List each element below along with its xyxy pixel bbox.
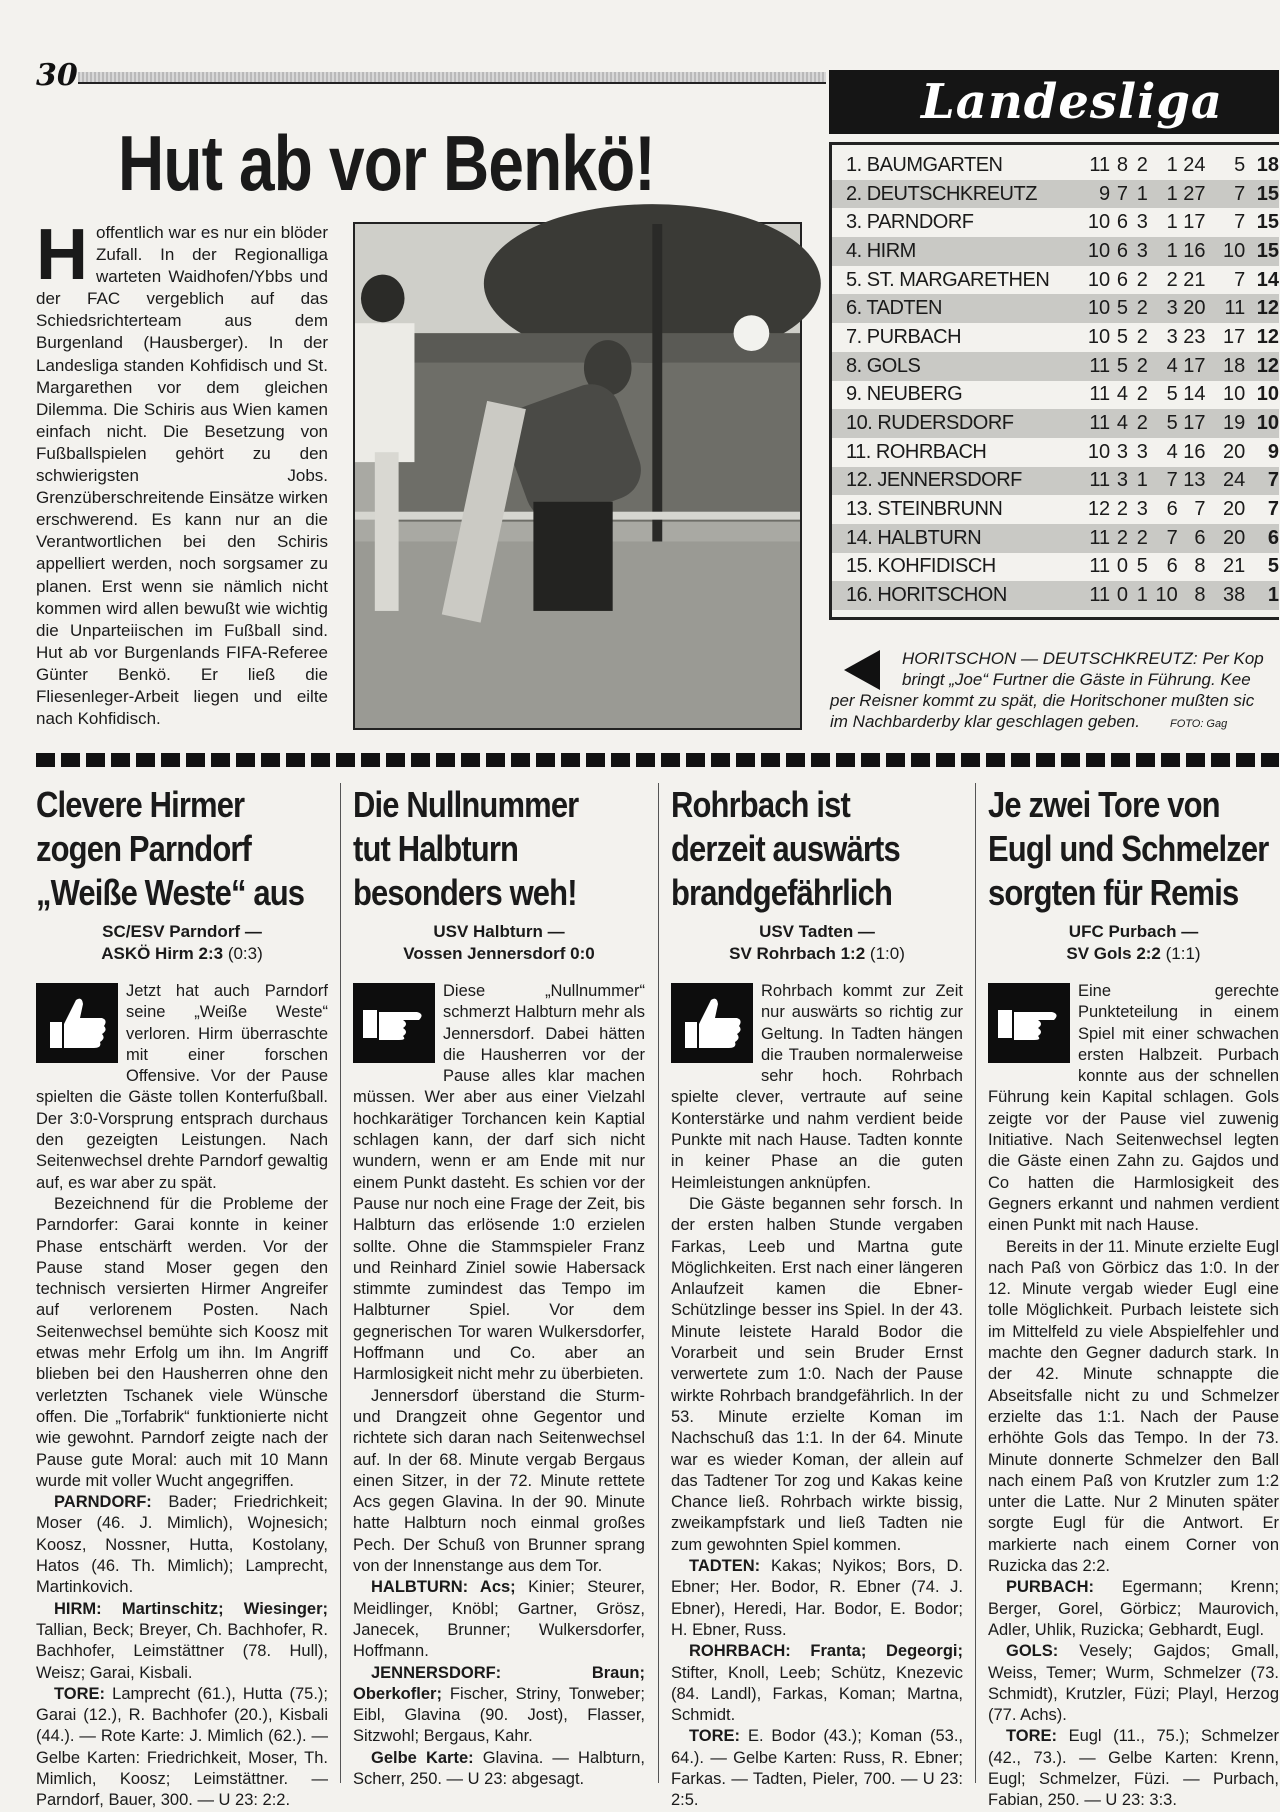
standings-played: 11 [1089,354,1111,377]
standings-won: 5 [1116,354,1129,377]
lineup-stat [36,1492,328,1598]
headline-line: „Weiße Weste“ aus [36,872,305,913]
standings-points: 10 [1256,383,1279,406]
standings-played: 12 [1087,498,1111,521]
stat-text: Egermann; Krenn; Berger, Gorel, Görbicz; Maurovich, Adler, Uhlik, Ruzicka; Gebhardt, Eugl. [988,1578,1279,1639]
stat-text: Bader; Friedrichkeit; Moser (46. J. Mimlich), Wojnesich; Koosz, Nossner, Hutta, Kostolany, Hatos (46. Th. Mimlich); Lamprecht, Martinkovich. [36,1493,328,1597]
standings-goals-against: 19 [1222,412,1246,435]
dropcap: H [36,215,88,295]
standings-row [832,151,1279,180]
standings-row [832,409,1279,438]
match-result [988,921,1279,965]
standings-row [832,352,1279,381]
standings-won: 8 [1116,153,1129,176]
standings-row [832,581,1279,610]
headline-line: Rohrbach ist [671,784,850,825]
article-paragraph: Bereits in der 11. Minute erzielte Eugl nach Paß von Görbicz das 1:0. In der 12. Minute vergab wieder Eugl eine tolle Möglichkeit. Purbach leistete sich im Mittelfeld zu viele Abspielfehler und machte den Gegner dadurch stark. In der 42. Minute schnappte die Abseitsfalle nicht zu und Schmelzer erzielte das 1:1. Nach der Pause erhöhte Gols das Tempo. In der 73. Minute donnerte Schmelzer den Ball nach einem Paß von Krutzler zum 1:2 unter die Latte. Nur 2 Minuten später sorgte Eugl für die Antwort. Er markierte nach einem Corner von Ruzicka das 2:2. [988,1237,1279,1576]
article-paragraph: Die Gäste begannen sehr forsch. In der ersten halben Stunde vergaben Farkas, Leeb und Martna gute Möglichkeiten. Erst nach einer längeren Anlaufzeit kamen die Ebner-Schützlinge besser ins Spiel. In der 43. Minute leistete Harald Bodor die Vorarbeit und sein Bruder Ernst verwertete zum 1:0. Nach der Pause wirkte Rohrbach brandgefährlich. In der 53. Minute erzielte Koman im Nachschuß das 1:1. In der 64. Minute war es wieder Koman, der allein auf das Tadtener Tor zog und Kakas keine Chance ließ. Rohrbach wirkte bissig, zweikampfstark und ließ Tadten nie zum gewohnten Spiel kommen. [671,1194,963,1554]
standings-won: 6 [1116,268,1129,291]
stat-label: TORE: [689,1727,741,1746]
standings-points: 1 [1267,584,1279,607]
standings-goals-against: 7 [1234,182,1246,205]
match-photo [353,222,802,730]
match-home: SC/ESV Parndorf — [102,922,262,941]
standings-team: 11. ROHRBACH [846,440,987,463]
stat-label: GOLS: [1006,1642,1059,1661]
article-headline [988,783,1280,915]
standings-points: 10 [1256,412,1279,435]
standings-won: 3 [1116,469,1129,492]
standings-row [832,495,1279,524]
standings-lost: 7 [1166,526,1178,549]
standings-team: 5. ST. MARGARETHEN [846,268,1050,291]
standings-played: 9 [1099,182,1111,205]
rating-badge [671,983,753,1063]
caption-line: im Nachbarderby klar geschlagen geben. [830,712,1140,731]
standings-won: 2 [1116,498,1129,521]
standings-goals-against: 11 [1224,297,1246,320]
rating-badge [36,983,118,1063]
photo-illustration [355,224,800,728]
article-body [36,981,328,1812]
standings-goals-for: 16 [1183,440,1206,463]
standings-played: 11 [1089,526,1111,549]
standings-drawn: 2 [1136,153,1148,176]
standings-drawn: 3 [1136,211,1148,234]
article-paragraph: Jetzt hat auch Parndorf seine „Weiße Weste“ verloren. Hirm überraschte mit einer forschen Offensive. Vor der Pause spielten die Gäste tollen Konterfußball. Der 3:0-Vorsprung entsprach durchaus den gezeigten Leistungen. Nach Seitenwechsel drehte Parndorf gewaltig auf, es war aber zu spät. [36,982,328,1192]
headline-line: sorgten für Remis [988,872,1239,913]
halftime-score: (0:3) [227,944,263,963]
standings-goals-for: 23 [1183,325,1206,348]
standings-points: 7 [1267,469,1279,492]
standings-won: 3 [1116,440,1129,463]
standings-goals-for: 20 [1183,297,1206,320]
stat-text: Glavina. — Halbturn, Scherr, 250. — U 23: abgesagt. [353,1748,645,1788]
standings-team: 7. PURBACH [846,325,962,348]
standings-won: 7 [1116,182,1129,205]
stat-text: Kinier; Steurer, Meidlinger, Knöbl; Gartner, Grösz, Janecek, Brunner; Wulkersdorfer, Hoffmann. [353,1578,646,1661]
standings-team: 16. HORITSCHON [846,584,1007,607]
standings-team: 12. JENNERSDORF [846,469,1022,492]
standings-lost: 6 [1166,555,1178,578]
standings-goals-for: 17 [1183,354,1206,377]
stat-text: Tallian, Beck; Breyer, Ch. Bachhofer, R. Bachhofer, Leimstättner (78. Hull), Weisz; Garai, Kisbali. [36,1620,328,1682]
standings-goals-against: 21 [1222,555,1246,578]
stat-text: Kakas; Nyikos; Bors, D. Ebner; Her. Bodor, R. Ebner (74. J. Ebner), Heredi, Har. Bodor, E. Bodor; H. Ebner, Russ. [671,1557,963,1639]
thumbs-up-icon [42,992,112,1054]
headline-line: Je zwei Tore von [988,784,1220,825]
standings-played: 10 [1087,268,1111,291]
rating-badge [353,983,435,1063]
standings-goals-for: 24 [1183,153,1206,176]
standings-played: 11 [1089,383,1111,406]
page-number: 30 [36,58,78,93]
standings-lost: 1 [1166,211,1178,234]
article-paragraph: Eine gerechte Punkteteilung in einem Spiel mit einer schwachen ersten Halbzeit. Purbach konnte aus der schnellen Führung kein Kapital schlagen. Gols zeigte vor der Pause viel zuwenig Initiative. Nach Seitenwechsel legten die Gäste einen Zahn zu. Gajdos und Co hatten die Harmlosigkeit des Gegners erkannt und nahmen verdient einen Punkt mit nach Hause. [988,982,1279,1235]
article-headline [671,783,963,915]
lineup-stat [671,1726,963,1811]
standings-won: 0 [1116,584,1129,607]
standings-played: 11 [1089,153,1111,176]
stat-text: Fischer, Striny, Tonweber; Eibl, Glavina (90. Jost), Flasser, Sitzwohl; Bergaus, Kahr. [353,1684,645,1746]
standings-lost: 3 [1166,297,1178,320]
standings-team: 6. TADTEN [846,297,942,320]
standings-won: 4 [1116,383,1129,406]
standings-drawn: 3 [1136,498,1148,521]
standings-points: 15 [1256,211,1279,234]
lineup-stat [36,1684,328,1812]
standings-row [832,438,1279,467]
stat-text: Stifter, Knoll, Leeb; Schütz, Knezevic (84. Landl), Farkas, Koman; Martna, Schmidt. [671,1663,963,1725]
stat-label: Gelbe Karte: [371,1748,474,1767]
photo-credit: FOTO: Gag [1169,718,1228,730]
standings-won: 0 [1116,555,1129,578]
standings-lost: 3 [1166,325,1178,348]
match-result [36,921,328,965]
lead-article [36,215,328,730]
standings-points: 12 [1256,354,1279,377]
thumbs-up-icon [677,992,747,1054]
standings-row [832,553,1279,582]
stat-label: HIRM: Martinschitz; Wiesinger; [54,1599,328,1618]
article-column [353,783,646,1788]
headline-line: zogen Parndorf [36,828,252,869]
standings-goals-against: 7 [1234,268,1246,291]
stat-text: Lamprecht (61.), Hutta (75.); Garai (12.), R. Bachhofer (20.), Kisbali (44.). — Rote Karte: J. Mimlich (62.). — Gelbe Karten: Friedrichkeit, Moser, Th. Mimlich, Koosz; Leimstättner. — Parndorf, Bauer, 300. — U 23: 2:2. [36,1684,328,1810]
standings-played: 10 [1087,325,1111,348]
standings-row [832,237,1279,266]
standings-lost: 1 [1166,239,1178,262]
stat-label: PARNDORF: [54,1493,152,1512]
stat-label: HALBTURN: Acs; [371,1578,516,1597]
standings-lost: 4 [1166,440,1178,463]
match-home: USV Halbturn — [433,922,565,941]
stat-text: Eugl (11., 75.); Schmelzer (42., 73.). — Gelbe Karten: Krenn, Eugl; Schmelzer, Füzi. — Purbach, Fabian, 250. — U 23: 3:3. [988,1727,1279,1810]
standings-points: 12 [1256,297,1279,320]
standings-drawn: 2 [1136,325,1148,348]
standings-played: 10 [1087,297,1111,320]
headline-line: derzeit auswärts [671,828,900,869]
lineup-stat [671,1641,963,1726]
article-paragraph: Rohrbach kommt zur Zeit nur auswärts so richtig zur Geltung. In Tadten hängen die Trauben normalerweise sehr hoch. Rohrbach spielte clever, vertraute auf seine Konterstärke und nahm verdient beide Punkte mit nach Hause. Tadten konnte in keiner Phase an die guten Heimleistungen anknüpfen. [671,982,963,1192]
standings-goals-against: 10 [1222,239,1246,262]
standings-table [829,142,1279,620]
standings-won: 4 [1116,412,1129,435]
stat-label: ROHRBACH: Franta; Degeorgi; [689,1642,963,1661]
article-column [36,783,328,1810]
standings-goals-for: 13 [1183,469,1206,492]
article-body [353,981,645,1790]
standings-points: 18 [1256,153,1279,176]
standings-goals-for: 8 [1194,584,1206,607]
column-separator [340,783,341,1783]
thumb-sideways-icon [994,992,1064,1054]
match-home: UFC Purbach — [1068,922,1199,941]
standings-lost: 5 [1166,383,1178,406]
standings-row [832,381,1279,410]
standings-goals-for: 8 [1194,555,1206,578]
standings-goals-for: 6 [1194,526,1206,549]
thumb-sideways-icon [359,992,429,1054]
standings-won: 6 [1116,211,1129,234]
match-result [353,921,645,965]
standings-team: 14. HALBTURN [846,526,982,549]
lineup-stat [353,1577,645,1662]
lineup-stat [36,1599,328,1684]
top-rule [78,72,826,84]
stat-label: TORE: [54,1684,106,1703]
standings-team: 9. NEUBERG [846,383,963,406]
lead-text: offentlich war es nur ein blöder Zufall. In der Regionalliga warteten Waidhofen/Ybbs und der FAC vergeblich auf das Schiedsrichterteam aus dem Burgenland (Hausberger). In der Landesliga standen Kohfidisch und St. Margarethen vor dem gleichen Dilemma. Die Schiris aus Wien kamen einfach nicht. Die Besetzung von Fußballspielen gehört zu den schwierigsten Jobs. Grenzüberschreitende Einsätze wirken erschwerend. Es kann nur an die Verantwortlichen bei den Schiris appelliert werden, noch sorgsamer zu planen. Erst wenn sie nämlich nicht kommen wird allen bewußt wie wichtig die Unparteiischen im Fußball sind. Hut ab vor Burgenlands FIFA-Referee Günter Benkö. Er ließ die Fliesenleger-Arbeit liegen und eilte nach Kohfidisch. [36,223,328,729]
standings-team: 15. KOHFIDISCH [846,555,996,578]
article-column [988,783,1280,1810]
rating-badge [988,983,1070,1063]
caption-line: per Reisner kommt zu spät, die Horitschoner mußten sic [830,691,1255,710]
standings-won: 2 [1116,526,1129,549]
standings-points: 5 [1267,555,1279,578]
standings-played: 10 [1087,440,1111,463]
standings-goals-against: 38 [1222,584,1246,607]
standings-goals-for: 17 [1183,412,1206,435]
article-paragraph: Jennersdorf überstand die Sturm- und Drangzeit ohne Gegentor und richtete sich daran nach Seitenwechsel auf. In der 68. Minute vergab Bergaus einen Sitzer, in der 72. Minute rettete Acs gegen Glavina. In der 90. Minute hatte Halbturn noch einmal großes Pech. Der Schuß von Brunner sprang von der Innenstange aus dem Tor. [353,1386,645,1576]
headline-line: brandgefährlich [671,872,893,913]
column-separator [658,783,659,1783]
standings-drawn: 3 [1136,440,1148,463]
column-separator [975,783,976,1783]
standings-drawn: 1 [1136,469,1148,492]
standings-lost: 1 [1166,182,1178,205]
standings-lost: 6 [1166,498,1178,521]
standings-points: 12 [1256,325,1279,348]
article-body [988,981,1279,1812]
stat-label: TORE: [1006,1727,1058,1746]
headline-line: Clevere Hirmer [36,784,245,825]
standings-team: 1. BAUMGARTEN [846,153,1003,176]
standings-row [832,467,1279,496]
standings-goals-against: 18 [1222,354,1246,377]
standings-points: 15 [1256,239,1279,262]
standings-team: 2. DEUTSCHKREUTZ [846,182,1037,205]
stat-text: E. Bodor (43.); Koman (53., 64.). — Gelbe Karten: Russ, R. Ebner; Farkas. — Tadten, Pieler, 700. — U 23: 2:5. [671,1727,963,1810]
standings-played: 10 [1087,239,1111,262]
photo-caption [830,648,1279,735]
standings-row [832,524,1279,553]
standings-team: 10. RUDERSDORF [846,412,1014,435]
standings-lost: 4 [1166,354,1178,377]
headline-line: tut Halbturn [353,828,519,869]
article-headline [353,783,645,915]
caption-line: bringt „Joe“ Furtner die Gäste in Führung. Kee [902,670,1251,689]
standings-row [832,180,1279,209]
standings-row [832,266,1279,295]
halftime-score: (1:1) [1165,944,1201,963]
lineup-stat [671,1556,963,1641]
standings-row [832,323,1279,352]
standings-points: 15 [1256,182,1279,205]
standings-played: 10 [1087,211,1111,234]
standings-drawn: 2 [1136,354,1148,377]
standings-played: 11 [1089,469,1111,492]
match-score: Vossen Jennersdorf 0:0 [403,944,595,963]
stat-label: JENNERSDORF: Braun; Oberkofler; [353,1663,645,1703]
match-home: USV Tadten — [759,922,875,941]
standings-won: 5 [1116,325,1129,348]
standings-team: 13. STEINBRUNN [846,498,1003,521]
standings-drawn: 2 [1136,297,1148,320]
headline-line: Eugl und Schmelzer [988,828,1269,869]
standings-drawn: 3 [1136,239,1148,262]
standings-goals-for: 21 [1183,268,1206,291]
article-paragraph: Bezeichnend für die Probleme der Parndorfer: Garai konnte in keiner Phase entschärft werden. Vor der Pause stand Moser gegen den technisch versierten Hirmer Angreifer auf verlorenem Posten. Nach Seitenwechsel bemühte sich Koosz mit etwas mehr Erfolg um ihn. Im Angriff blieben bei den Hausherren ohne den verletzten Tschanek viele Wünsche offen. Die „Torfabrik“ funktionierte nicht wie gewohnt. Parndorf zeigte nach der Pause gute Moral: auch mit 10 Mann wurde mit voller Wucht angegriffen. [36,1194,328,1490]
standings-points: 7 [1267,498,1279,521]
article-column [671,783,963,1810]
standings-goals-for: 27 [1183,182,1206,205]
section-rubric: Landesliga [829,70,1279,134]
standings-goals-against: 20 [1222,526,1246,549]
match-score: SV Rohrbach 1:2 [729,944,866,963]
standings-points: 6 [1267,526,1279,549]
standings-points: 14 [1256,268,1279,291]
standings-goals-for: 7 [1194,498,1206,521]
standings-goals-against: 24 [1222,469,1246,492]
standings-lost: 10 [1155,584,1178,607]
standings-drawn: 5 [1136,555,1148,578]
standings-won: 6 [1116,239,1129,262]
main-headline: Hut ab vor Benkö! [118,119,655,207]
standings-lost: 2 [1166,268,1178,291]
standings-team: 4. HIRM [846,239,916,262]
match-score: SV Gols 2:2 [1066,944,1161,963]
caption-line: HORITSCHON — DEUTSCHKREUTZ: Per Kop [902,649,1264,668]
standings-played: 11 [1089,584,1111,607]
standings-lost: 1 [1166,153,1178,176]
article-paragraph: Diese „Nullnummer“ schmerzt Halbturn mehr als Jennersdorf. Dabei hätten die Hausherren vor der Pause alles klar machen müssen. Wer aber aus einer Vielzahl hochkarätiger Torchancen kein Kaptial schlagen kann, der darf sich nicht wundern, wenn er am Ende mit nur einem Punkt dasteht. Es schien vor der Pause nur noch eine Frage der Zeit, bis Halbturn das erlösende 1:0 erzielen sollte. Ohne die Stammspieler Franz und Reinhard Ziniel sowie Habersack stimmte zumindest das Tempo im Halbturner Spiel. Vor dem gegnerischen Tor waren Wulkersdorfer, Hoffmann und Co. aber an Harmlosigkeit nicht mehr zu überbieten. [353,982,645,1384]
standings-team: 8. GOLS [846,354,921,377]
stat-label: PURBACH: [1006,1578,1094,1597]
lineup-stat [353,1663,645,1748]
lineup-stat [353,1748,645,1791]
standings-drawn: 2 [1136,383,1148,406]
standings-goals-for: 14 [1183,383,1206,406]
stat-text: Vesely; Gajdos; Gmall, Weiss, Temer; Wurm, Schmelzer (73. Schmidt), Krutzler, Füzi; Playl, Herzog (77. Achs). [988,1642,1280,1725]
standings-played: 11 [1089,412,1111,435]
section-divider [36,753,1279,767]
standings-goals-for: 16 [1183,239,1206,262]
standings-goals-against: 7 [1234,211,1246,234]
headline-line: Die Nullnummer [353,784,579,825]
standings-goals-against: 17 [1222,325,1246,348]
article-headline [36,783,328,915]
standings-drawn: 2 [1136,268,1148,291]
lineup-stat [988,1641,1279,1726]
article-body [671,981,963,1812]
halftime-score: (1:0) [869,944,905,963]
match-result [671,921,963,965]
lineup-stat [988,1726,1279,1811]
standings-drawn: 2 [1136,412,1148,435]
lineup-stat [988,1577,1279,1641]
match-score: ASKÖ Hirm 2:3 [101,944,224,963]
standings-drawn: 1 [1136,584,1148,607]
standings-lost: 5 [1166,412,1178,435]
standings-goals-against: 20 [1222,498,1246,521]
standings-won: 5 [1116,297,1129,320]
standings-goals-against: 10 [1222,383,1246,406]
headline-line: besonders weh! [353,872,577,913]
standings-goals-against: 5 [1234,153,1246,176]
standings-drawn: 2 [1136,526,1148,549]
standings-goals-against: 20 [1222,440,1246,463]
standings-team: 3. PARNDORF [846,211,974,234]
stat-label: TADTEN: [689,1557,761,1576]
standings-drawn: 1 [1136,182,1148,205]
standings-lost: 7 [1166,469,1178,492]
standings-row [832,294,1279,323]
standings-row [832,208,1279,237]
standings-goals-for: 17 [1183,211,1206,234]
standings-points: 9 [1267,440,1279,463]
standings-played: 11 [1089,555,1111,578]
